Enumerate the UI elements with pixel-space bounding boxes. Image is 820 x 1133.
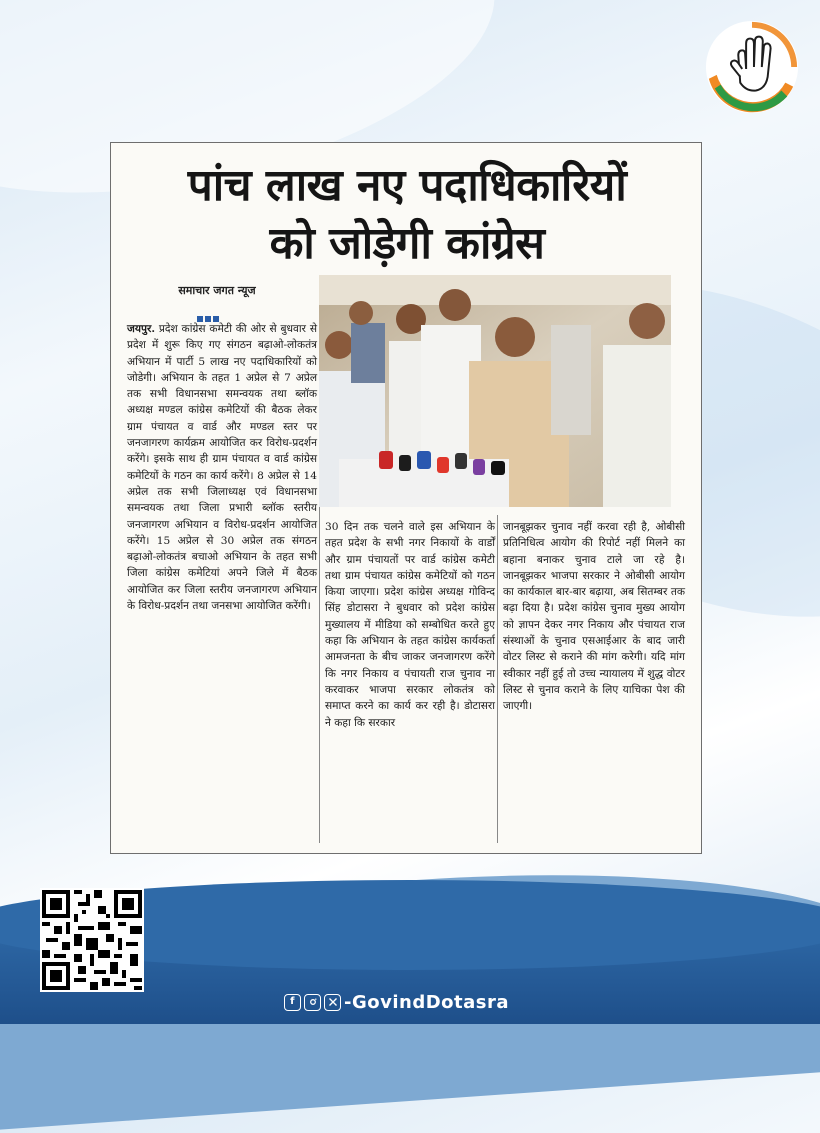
byline: समाचार जगत न्यूज <box>178 284 256 297</box>
column-rule <box>497 515 498 843</box>
column-1-text: प्रदेश कांग्रेस कमेटी की ओर से बुधवार से प्रदेश में शुरू किए गए संगठन बढ़ाओ-लोकतंत्र अभियान में पार्टी 5 लाख नए पदाधिकारियों को जोडेगी। अभियान के तहत 1 अप्रेल से 7 अप्रेल तक सभी विधानसभा समन्वयक तथा ब्लॉक अध्यक्ष मण्डल कांग्रेस कमेटियों की बैठक लेकर ग्राम पंचायत व वार्ड और मण्डल स्तर पर जनजागरण कार्यक्रम आयोजित कर विरोध-प्रदर्शन करेंगे। इसके साथ ही ग्राम पंचायत व वार्ड कांग्रेस कमेटियों के गठन का कार्य करेंगे। 8 अप्रेल से 14 अप्रेल तक सभी जिलाध्यक्ष एवं विधानसभा समन्वयक तथा जिला प्रभारी ब्लॉक स्तरीय जनजागरण अभियान व विरोध-प्रदर्शन आयोजित करेंगे। 15 अप्रेल से 30 अप्रेल तक संगठन बढ़ाओ-लोकतंत्र बचाओ अभियान के तहत सभी जिला कांग्रेस कमेटियां अपने जिले में बैठक आयोजित कर जिला स्तरीय जनजागरण अभियान के विरोध-प्रदर्शन तथा जनसभा आयोजित करेंगी। <box>127 323 317 613</box>
article-column-3: जानबूझकर चुनाव नहीं करवा रही है, ओबीसी प्रतिनिधित्व आयोग की रिपोर्ट नहीं मिलने का बहाना बनाकर चुनाव टाले जा रहे है। जानबूझकर भाजपा सरकार ने ओबीसी आयोग का कार्यकाल बार-बार बढ़ाया, अब सितम्बर तक बढ़ा दिया है। प्रदेश कांग्रेस चुनाव मुख्य आयोग को ज्ञापन देकर नगर निकाय और पंचायत राज संस्थाओं के चुनाव एसआईआर के बाद जारी वोटर लिस्ट से कराने की मांग करेगी। यदि मांग स्वीकार नहीं हुई तो उच्च न्यायालय में शुद्ध वोटर लिस्ट से चुनाव कराने के लिए याचिका पेश की जाएगी। <box>503 521 685 713</box>
handle-text: -GovindDotasra <box>344 991 510 1013</box>
social-handle[interactable] <box>284 988 509 1016</box>
dateline: जयपुर. <box>127 323 156 335</box>
congress-hand-logo <box>703 18 801 116</box>
qr-code[interactable] <box>40 888 144 992</box>
article-column-1 <box>127 321 317 614</box>
article-column-2: 30 दिन तक चलने वाले इस अभियान के तहत प्रदेश के सभी नगर निकायों के वार्डों और ग्राम पंचायतों पर वार्ड कांग्रेस कमेटी तथा ग्राम पंचायत कांग्रेस कमेटियों को गठन किया जाएगा। प्रदेश कांग्रेस अध्यक्ष गोविन्द सिंह डोटासरा ने बुधवार को प्रदेश कांग्रेस मुख्यालय में मीडिया को सम्बोधित करते हुए कहा कि अभियान के तहत कांग्रेस कार्यकर्ता आमजनता के बीच जाकर जनजागरण करेंगे कि नगर निकाय व पंचायती राज चुनाव ना करवाकर भाजपा सरकार लोकतंत्र को समाप्त करने का कार्य कर रही है। डोटासरा ने कहा कि सरकार <box>325 521 495 729</box>
instagram-icon <box>304 994 321 1011</box>
qr-code-graphic <box>42 890 142 990</box>
headline <box>111 157 703 273</box>
newspaper-clipping <box>110 142 702 854</box>
headline-line-1: पांच लाख नए पदाधिकारियों <box>187 160 627 211</box>
headline-line-2: को जोड़ेगी कांग्रेस <box>269 218 545 269</box>
press-conference-photo <box>319 275 671 507</box>
facebook-icon: f <box>284 994 301 1011</box>
x-icon <box>324 994 341 1011</box>
